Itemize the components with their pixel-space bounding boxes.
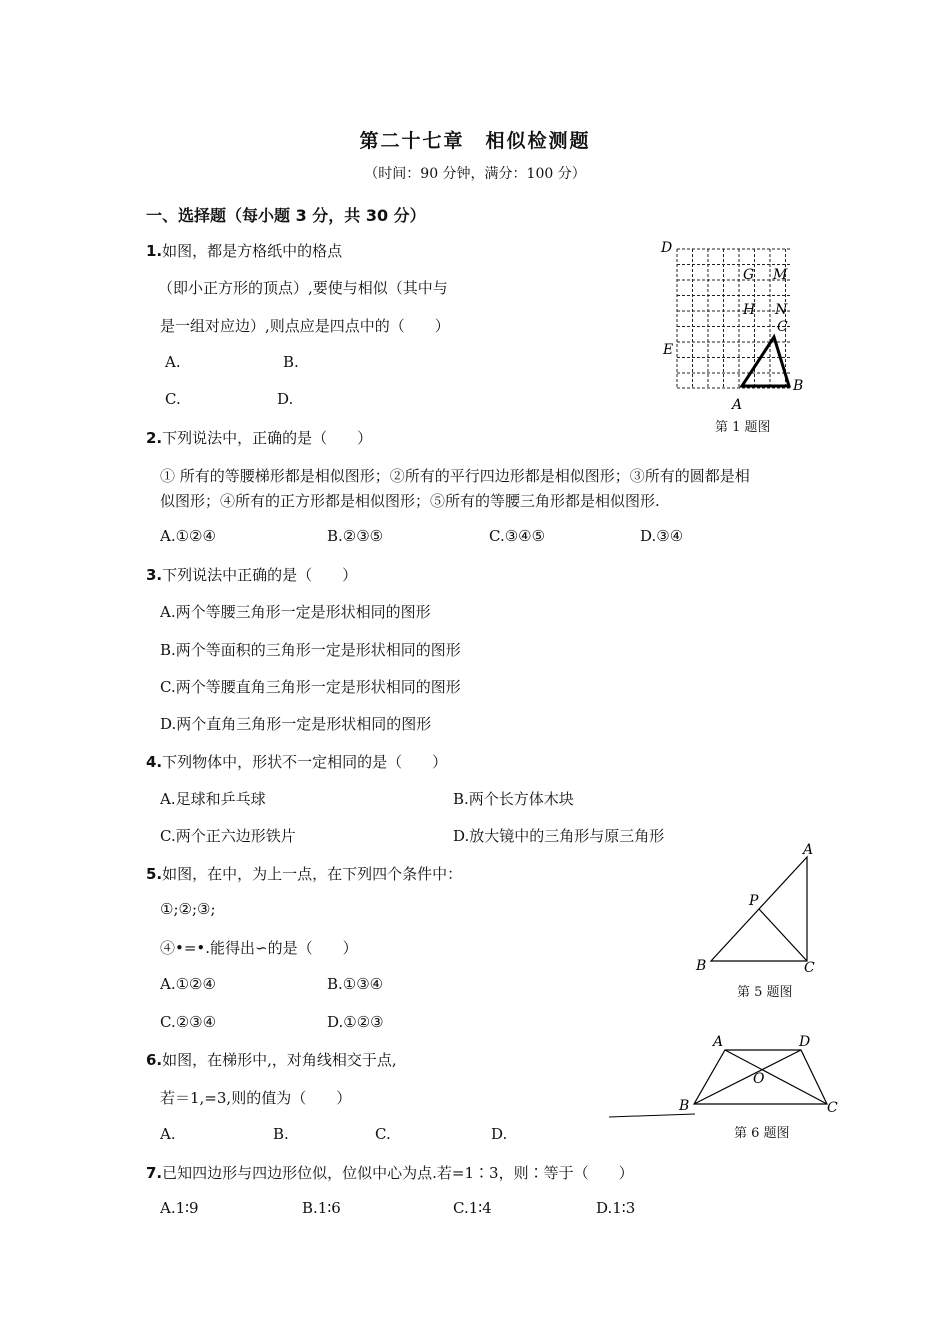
- q5-label-p: P: [749, 893, 759, 909]
- q1-label-g: G: [743, 267, 755, 283]
- q1-grid-figure: [655, 235, 830, 417]
- q6-option-b[interactable]: B.: [273, 1125, 289, 1143]
- q6-diagonal-ac: [725, 1050, 827, 1104]
- q5-option-a[interactable]: A.①②④: [160, 975, 216, 993]
- q7-option-c[interactable]: C.1∶4: [453, 1199, 492, 1217]
- q1-option-c[interactable]: C.: [165, 390, 181, 408]
- q1-label-a: A: [732, 397, 743, 413]
- q5-label-a: A: [803, 842, 814, 858]
- q5-label-c: C: [804, 960, 815, 976]
- q5-caption: 第 5 题图: [737, 985, 793, 1000]
- q3-number: 3.: [146, 566, 163, 584]
- q1-number: 1.: [146, 242, 163, 260]
- q6-stem-text: 如图，在梯形中,，对角线相交于点,: [162, 1051, 397, 1069]
- q1-label-h: H: [743, 302, 756, 318]
- q5-option-b[interactable]: B.①③④: [327, 975, 384, 993]
- q6-line1: 若＝1,=3,则的值为（ ）: [160, 1089, 352, 1107]
- q5-stem: [146, 863, 462, 884]
- q1-option-d[interactable]: D.: [277, 390, 294, 408]
- q6-number: 6.: [146, 1051, 163, 1069]
- q5-option-c[interactable]: C.②③④: [160, 1013, 217, 1031]
- q7-option-b[interactable]: B.1∶6: [302, 1199, 341, 1217]
- q1-stem: [146, 240, 342, 261]
- q3-option-d[interactable]: D.两个直角三角形一定是形状相同的图形: [160, 715, 432, 733]
- q7-option-a[interactable]: A.1∶9: [160, 1199, 199, 1217]
- q4-option-c[interactable]: C.两个正六边形铁片: [160, 827, 296, 845]
- q1-label-m: M: [773, 267, 788, 283]
- q5-label-b: B: [696, 958, 707, 974]
- q6-label-a: A: [713, 1034, 724, 1050]
- q5-segment-pc: [759, 909, 807, 961]
- q1-caption: 第 1 题图: [715, 420, 771, 435]
- q2-number: 2.: [146, 429, 163, 447]
- q2-line2: 似图形；④所有的正方形都是相似图形；⑤所有的等腰三角形都是相似图形.: [160, 492, 660, 510]
- q7-stem-text: 已知四边形与四边形位似，位似中心为点.若=1∶3，则∶等于（ ）: [162, 1164, 634, 1182]
- q3-stem: [146, 564, 357, 585]
- q4-option-b[interactable]: B.两个长方体木块: [453, 790, 574, 808]
- q6-trapezoid-figure: [605, 1030, 845, 1125]
- q1-label-n: N: [775, 302, 788, 318]
- q2-option-d[interactable]: D.③④: [640, 527, 684, 545]
- page-subtitle: （时间：90 分钟，满分：100 分）: [364, 166, 586, 182]
- q1-label-d: D: [661, 240, 673, 256]
- q1-label-c: C: [777, 319, 788, 335]
- q2-option-b[interactable]: B.②③⑤: [327, 527, 384, 545]
- q5-line1: ①;②;③;: [160, 900, 216, 918]
- q6-label-b: B: [679, 1098, 690, 1114]
- q2-stem: [146, 427, 372, 448]
- q6-option-c[interactable]: C.: [375, 1125, 391, 1143]
- q5-line2: ④•=•.能得出∽的是（ ）: [160, 939, 358, 957]
- q1-line2: （即小正方形的顶点）,要使与相似（其中与: [158, 279, 448, 297]
- q1-label-e: E: [663, 342, 674, 358]
- q6-caption: 第 6 题图: [734, 1126, 790, 1141]
- q6-stray-line: [609, 1114, 695, 1117]
- q7-number: 7.: [146, 1164, 163, 1182]
- section-heading: 一、选择题（每小题 3 分，共 30 分）: [146, 206, 426, 225]
- q3-option-a[interactable]: A.两个等腰三角形一定是形状相同的图形: [160, 603, 431, 621]
- q6-label-d: D: [799, 1034, 811, 1050]
- q6-label-c: C: [827, 1100, 838, 1116]
- q3-stem-text: 下列说法中正确的是（ ）: [162, 566, 358, 584]
- q1-option-b[interactable]: B.: [283, 353, 299, 371]
- q3-option-c[interactable]: C.两个等腰直角三角形一定是形状相同的图形: [160, 678, 461, 696]
- q5-triangle-figure: [690, 838, 825, 978]
- q4-stem: [146, 751, 447, 772]
- q1-line3: 是一组对应边）,则点应是四点中的（ ）: [160, 317, 450, 335]
- q4-number: 4.: [146, 753, 163, 771]
- q4-option-d[interactable]: D.放大镜中的三角形与原三角形: [453, 827, 665, 845]
- page-title: 第二十七章 相似检测题: [359, 130, 591, 152]
- q2-stem-text: 下列说法中，正确的是（ ）: [162, 429, 373, 447]
- q2-option-a[interactable]: A.①②④: [160, 527, 216, 545]
- q6-option-d[interactable]: D.: [491, 1125, 508, 1143]
- q3-option-b[interactable]: B.两个等面积的三角形一定是形状相同的图形: [160, 641, 461, 659]
- q6-label-o: O: [753, 1071, 765, 1087]
- q7-stem: [146, 1162, 634, 1183]
- q7-option-d[interactable]: D.1∶3: [596, 1199, 636, 1217]
- q4-stem-text: 下列物体中，形状不一定相同的是（ ）: [162, 753, 448, 771]
- q1-option-a[interactable]: A.: [165, 353, 181, 371]
- q6-stem: [146, 1049, 397, 1070]
- q2-option-c[interactable]: C.③④⑤: [489, 527, 546, 545]
- q2-line1: ① 所有的等腰梯形都是相似图形；②所有的平行四边形都是相似图形；③所有的圆都是相: [160, 467, 750, 485]
- q1-label-b: B: [793, 378, 804, 394]
- q5-stem-text: 如图，在中，为上一点，在下列四个条件中：: [162, 865, 463, 883]
- q5-option-d[interactable]: D.①②③: [327, 1013, 384, 1031]
- q4-option-a[interactable]: A.足球和乒乓球: [160, 790, 266, 808]
- q6-option-a[interactable]: A.: [160, 1125, 176, 1143]
- q1-line1: 如图，都是方格纸中的格点: [162, 242, 343, 260]
- q1-triangle-abc: [742, 337, 789, 386]
- q5-number: 5.: [146, 865, 163, 883]
